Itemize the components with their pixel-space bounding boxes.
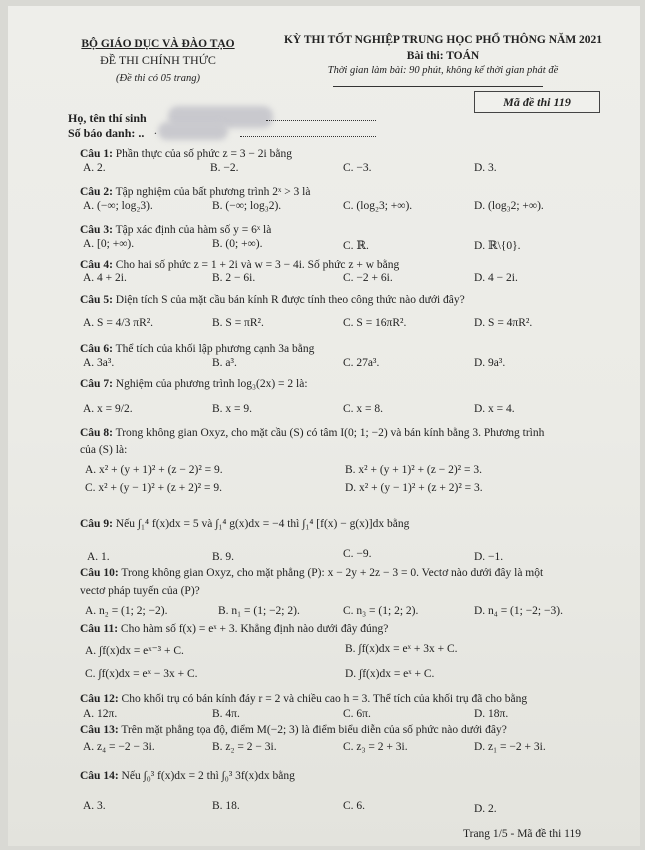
question-10	[80, 567, 543, 579]
answer-option-d: D. (log₃2; +∞).	[474, 200, 544, 212]
question-text: Trên mặt phẳng tọa độ, điểm M(−2; 3) là điểm biểu diễn của số phức nào dưới đây?	[121, 724, 507, 736]
header-left	[68, 38, 248, 84]
answer-option-a: A. 3.	[83, 800, 106, 812]
answer-option-d: D. 9a³.	[474, 357, 506, 369]
question-text: Nghiệm của phương trình log₃(2x) = 2 là:	[115, 378, 308, 390]
answer-option-c: C. 6.	[343, 800, 366, 812]
question-label: Câu 3:	[80, 224, 113, 236]
question-2	[80, 186, 310, 198]
answer-option-d: D. ∫f(x)dx = eˣ + C.	[345, 668, 435, 680]
answer-option-d: D. −1.	[474, 551, 504, 563]
answer-option-d: D. z₁ = −2 + 3i.	[474, 741, 546, 753]
answer-option-a: A. 3a³.	[83, 357, 115, 369]
answer-option-a: A. n₂ = (1; 2; −2).	[85, 605, 168, 617]
question-label: Câu 7:	[80, 378, 113, 390]
exam-code: Mã đề thi 119	[474, 91, 600, 113]
answer-option-c: C. S = 16πR².	[343, 317, 407, 329]
question-13	[80, 724, 507, 736]
question-text: Thể tích của khối lập phương cạnh 3a bằng	[115, 343, 315, 355]
answer-option-d: D. 2.	[474, 803, 497, 815]
answer-option-b: B. z₂ = 2 − 3i.	[212, 741, 277, 753]
question-label: Câu 10:	[80, 567, 119, 579]
question-text: Nếu ∫₁⁴ f(x)dx = 5 và ∫₁⁴ g(x)dx = −4 thì ∫₁⁴ [f(x) − g(x)]dx bằng	[115, 518, 410, 530]
candidate-number-label: Số báo danh: ..	[68, 126, 145, 140]
exam-title: KỲ THI TỐT NGHIỆP TRUNG HỌC PHỔ THÔNG NĂM 2021	[283, 34, 603, 46]
answer-option-c: C. (log₂3; +∞).	[343, 200, 413, 212]
answer-option-b: B. n₁ = (1; −2; 2).	[218, 605, 300, 617]
question-label: Câu 6:	[80, 343, 113, 355]
answer-option-a: A. 12π.	[83, 708, 118, 720]
answer-option-a: A. [0; +∞).	[83, 238, 135, 250]
question-14	[80, 770, 295, 782]
question-text: Tập xác định của hàm số y = 6ˣ là	[115, 224, 272, 236]
question-9	[80, 518, 409, 530]
answer-option-d: D. S = 4πR².	[474, 317, 533, 329]
answer-option-c: C. 27a³.	[343, 357, 380, 369]
header-divider	[333, 86, 543, 87]
question-4	[80, 259, 399, 271]
question-text: Nếu ∫₀³ f(x)dx = 2 thì ∫₀³ 3f(x)dx bằng	[121, 770, 295, 782]
answer-option-d: D. 18π.	[474, 708, 509, 720]
answer-option-d: D. 4 − 2i.	[474, 272, 518, 284]
question-label: Câu 12:	[80, 693, 119, 705]
answer-option-b: B. ∫f(x)dx = eˣ + 3x + C.	[345, 643, 458, 655]
subject-title: Bài thi: TOÁN	[406, 50, 480, 62]
question-label: Câu 11:	[80, 623, 119, 635]
answer-option-c: C. z₃ = 2 + 3i.	[343, 741, 408, 753]
answer-option-a: A. 1.	[87, 551, 110, 563]
time-limit: Thời gian làm bài: 90 phút, không kể thời gian phát đề	[327, 65, 559, 76]
page-footer: Trang 1/5 - Mã đề thi 119	[463, 828, 581, 840]
answer-option-c: C. x² + (y − 1)² + (z + 2)² = 9.	[85, 482, 222, 494]
candidate-number-value: .	[154, 125, 157, 137]
question-label: Câu 2:	[80, 186, 113, 198]
question-label: Câu 14:	[80, 770, 119, 782]
answer-option-b: B. 4π.	[212, 708, 240, 720]
redacted-number	[158, 122, 228, 140]
question-11	[80, 623, 388, 635]
number-dots	[240, 136, 376, 137]
question-text: Phần thực của số phức z = 3 − 2i bằng	[115, 148, 292, 160]
answer-option-b: B. S = πR².	[212, 317, 264, 329]
answer-option-d: D. x² + (y − 1)² + (z + 2)² = 3.	[345, 482, 483, 494]
answer-option-b: B. 9.	[212, 551, 235, 563]
answer-option-d: D. 3.	[474, 162, 497, 174]
name-dots	[266, 120, 376, 121]
question-8	[80, 427, 544, 439]
question-text: Cho khối trụ có bán kính đáy r = 2 và chiều cao h = 3. Thể tích của khối trụ đã cho bằng	[121, 693, 528, 705]
question-label: Câu 4:	[80, 259, 113, 271]
question-label: Câu 9:	[80, 518, 113, 530]
answer-option-a: A. 4 + 2i.	[83, 272, 127, 284]
header-right	[258, 34, 628, 76]
answer-option-a: A. z₄ = −2 − 3i.	[83, 741, 155, 753]
answer-option-b: B. (0; +∞).	[212, 238, 263, 250]
question-text: Cho hàm số f(x) = eˣ + 3. Khẳng định nào dưới đây đúng?	[120, 623, 389, 635]
answer-option-a: A. S = 4/3 πR².	[83, 317, 154, 329]
answer-option-a: A. x = 9/2.	[83, 403, 133, 415]
answer-option-a: A. 2.	[83, 162, 106, 174]
question-text: Diện tích S của mặt cầu bán kính R được tính theo công thức nào dưới đây?	[115, 294, 465, 306]
question-label: Câu 13:	[80, 724, 119, 736]
answer-option-b: B. x = 9.	[212, 403, 253, 415]
answer-option-c: C. −9.	[343, 548, 372, 560]
question-text-continued: của (S) là:	[80, 444, 128, 456]
page-count: (Đề thi có 05 trang)	[116, 73, 200, 84]
answer-option-b: B. 18.	[212, 800, 240, 812]
question-5	[80, 294, 465, 306]
question-3	[80, 224, 271, 236]
official-label: ĐỀ THI CHÍNH THỨC	[100, 53, 216, 67]
answer-option-c: C. −2 + 6i.	[343, 272, 393, 284]
answer-option-a: A. (−∞; log₂3).	[83, 200, 153, 212]
question-12	[80, 693, 527, 705]
question-text: Trong không gian Oxyz, cho mặt cầu (S) có tâm I(0; 1; −2) và bán kính bằng 3. Phương trình	[115, 427, 545, 439]
answer-option-b: B. (−∞; log₃2).	[212, 200, 282, 212]
question-text: Trong không gian Oxyz, cho mặt phẳng (P): x − 2y + 2z − 3 = 0. Vectơ nào dưới đây là một	[121, 567, 544, 579]
answer-option-d: D. x = 4.	[474, 403, 515, 415]
question-text: Tập nghiệm của bất phương trình 2ˣ > 3 là	[115, 186, 311, 198]
answer-option-a: A. x² + (y + 1)² + (z − 2)² = 9.	[85, 464, 223, 476]
answer-option-c: C. −3.	[343, 162, 372, 174]
question-label: Câu 1:	[80, 148, 113, 160]
question-text: Cho hai số phức z = 1 + 2i và w = 3 − 4i. Số phức z + w bằng	[115, 259, 400, 271]
answer-option-d: D. n₄ = (1; −2; −3).	[474, 605, 563, 617]
candidate-name-label: Họ, tên thí sinh	[68, 111, 147, 125]
answer-option-b: B. a³.	[212, 357, 237, 369]
answer-option-c: C. ∫f(x)dx = eˣ − 3x + C.	[85, 668, 198, 680]
exam-page	[8, 6, 640, 846]
answer-option-c: C. ℝ.	[343, 240, 369, 252]
question-label: Câu 5:	[80, 294, 113, 306]
answer-option-c: C. n₃ = (1; 2; 2).	[343, 605, 419, 617]
answer-option-c: C. 6π.	[343, 708, 371, 720]
ministry-name: BỘ GIÁO DỤC VÀ ĐÀO TẠO	[81, 38, 235, 50]
answer-option-a: A. ∫f(x)dx = eˣ⁻³ + C.	[85, 645, 184, 657]
question-7	[80, 378, 308, 390]
answer-option-b: B. x² + (y + 1)² + (z − 2)² = 3.	[345, 464, 482, 476]
answer-option-d: D. ℝ\{0}.	[474, 240, 521, 252]
question-6	[80, 343, 314, 355]
question-label: Câu 8:	[80, 427, 113, 439]
answer-option-b: B. 2 − 6i.	[212, 272, 256, 284]
answer-option-c: C. x = 8.	[343, 403, 384, 415]
answer-option-b: B. −2.	[210, 162, 239, 174]
question-1	[80, 148, 292, 160]
question-text-continued: vectơ pháp tuyến của (P)?	[80, 585, 200, 597]
